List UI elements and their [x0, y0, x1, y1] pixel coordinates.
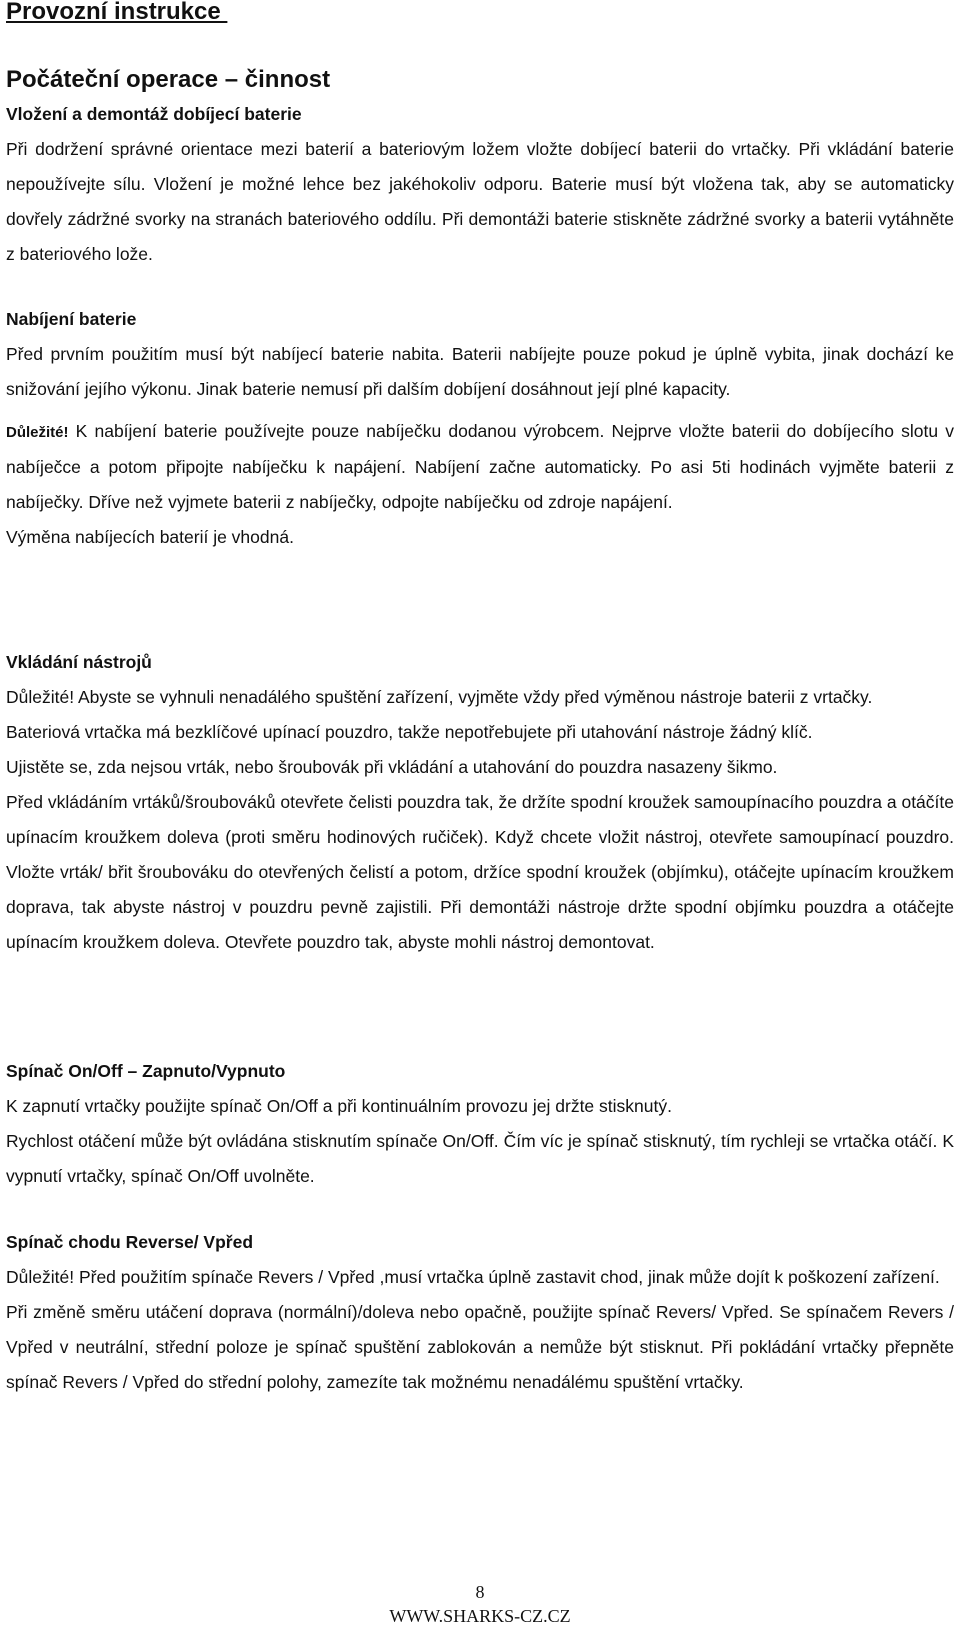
document-title: Provozní instrukce	[6, 0, 228, 25]
switch-paragraph-2: Rychlost otáčení může být ovládána stisknutím spínače On/Off. Čím víc je spínač stisknutý, tím rychleji se vrtačka otáčí. K vypnutí vrtačky, spínač On/Off uvolněte.	[6, 1131, 954, 1186]
charging-important-text: K nabíjení baterie používejte pouze nabíječku dodanou výrobcem. Nejprve vložte baterii do dobíjecího slotu v nabíječce a potom připojte nabíječku k napájení. Nabíjení začne automaticky. Po asi 5ti hodinách vyjměte baterii z nabíječky. Dříve než vyjmete baterii z nabíječky, odpojte nabíječku od zdroje napájení.	[6, 421, 954, 512]
tools-paragraph-3: Ujistěte se, zda nejsou vrták, nebo šroubovák při vkládání a utahování do pouzdra nasazeny šikmo.	[6, 757, 778, 777]
tools-section	[6, 645, 954, 960]
page-number: 8	[475, 1582, 485, 1602]
tools-paragraph-2: Bateriová vrtačka má bezklíčové upínací pouzdro, takže nepotřebujete při utahování nástroje žádný klíč.	[6, 722, 813, 742]
reverse-paragraph-2: Při změně směru utáčení doprava (normální)/doleva nebo opačně, použijte spínač Revers/ Vpřed. Se spínačem Revers / Vpřed v neutrální, střední poloze je spínač spuštění zablokován a nemůže být stisknut. Při pokládání vrtačky přepněte spínač Revers / Vpřed do střední polohy, zamezíte tak možnému nenadálému spuštění vrtačky.	[6, 1302, 954, 1392]
charging-note: Výměna nabíjecích baterií je vhodná.	[6, 527, 294, 547]
tools-heading: Vkládání nástrojů	[6, 652, 152, 672]
charging-section	[6, 302, 954, 555]
charging-heading: Nabíjení baterie	[6, 309, 137, 329]
reverse-section	[6, 1225, 954, 1400]
reverse-paragraph-1: Důležité! Před použitím spínače Revers / Vpřed ,musí vrtačka úplně zastavit chod, jinak může dojít k poškození zařízení.	[6, 1267, 940, 1287]
battery-insert-section	[6, 97, 954, 272]
tools-paragraph-4: Před vkládáním vrtáků/šroubováků otevřete čelisti pouzdra tak, že držíte spodní kroužek samoupínacího pouzdra a otáčíte upínacím kroužkem doleva (proti směru hodinových ručiček). Když chcete vložit nástroj, otevřete samoupínací pouzdro. Vložte vrták/ břit šroubováku do otevřených čelistí a potom, držíce spodní kroužek (objímku), otáčejte upínacím kroužkem doprava, tak abyste nástroj v pouzdru pevně zajistili. Při demontáži nástroje držte spodní objímku pouzdra a otáčejte upínacím kroužkem doleva. Otevřete pouzdro tak, abyste mohli nástroj demontovat.	[6, 792, 954, 952]
reverse-heading: Spínač chodu Reverse/ Vpřed	[6, 1232, 254, 1252]
important-label: Důležité!	[6, 424, 69, 441]
tools-paragraph-1: Důležité! Abyste se vyhnuli nenadálého spuštění zařízení, vyjměte vždy před výměnou nástroje baterii z vrtačky.	[6, 687, 873, 707]
charging-important-paragraph	[6, 414, 954, 520]
charging-text: Před prvním použitím musí být nabíjecí baterie nabita. Baterii nabíjejte pouze pokud je úplně vybita, jinak dochází ke snižování jejího výkonu. Jinak baterie nemusí při dalším dobíjení dosáhnout její plné kapacity.	[6, 344, 954, 399]
battery-insert-heading: Vložení a demontáž dobíjecí baterie	[6, 104, 302, 124]
switch-paragraph-1: K zapnutí vrtačky použijte spínač On/Off a při kontinuálním provozu jej držte stisknutý.	[6, 1096, 672, 1116]
battery-insert-text: Při dodržení správné orientace mezi baterií a bateriovým ložem vložte dobíjecí baterii do vrtačky. Při vkládání baterie nepoužívejte sílu. Vložení je možné lehce bez jakéhokoliv odporu. Baterie musí být vložena tak, aby se automaticky dovřely zádržné svorky na stranách bateriového oddílu. Při demontáži baterie stiskněte zádržné svorky a baterii vytáhněte z bateriového lože.	[6, 139, 954, 264]
section-heading: Počáteční operace – činnost	[6, 66, 331, 93]
footer-website: WWW.SHARKS-CZ.CZ	[389, 1606, 571, 1626]
switch-heading: Spínač On/Off – Zapnuto/Vypnuto	[6, 1061, 286, 1081]
switch-section	[6, 1054, 954, 1194]
